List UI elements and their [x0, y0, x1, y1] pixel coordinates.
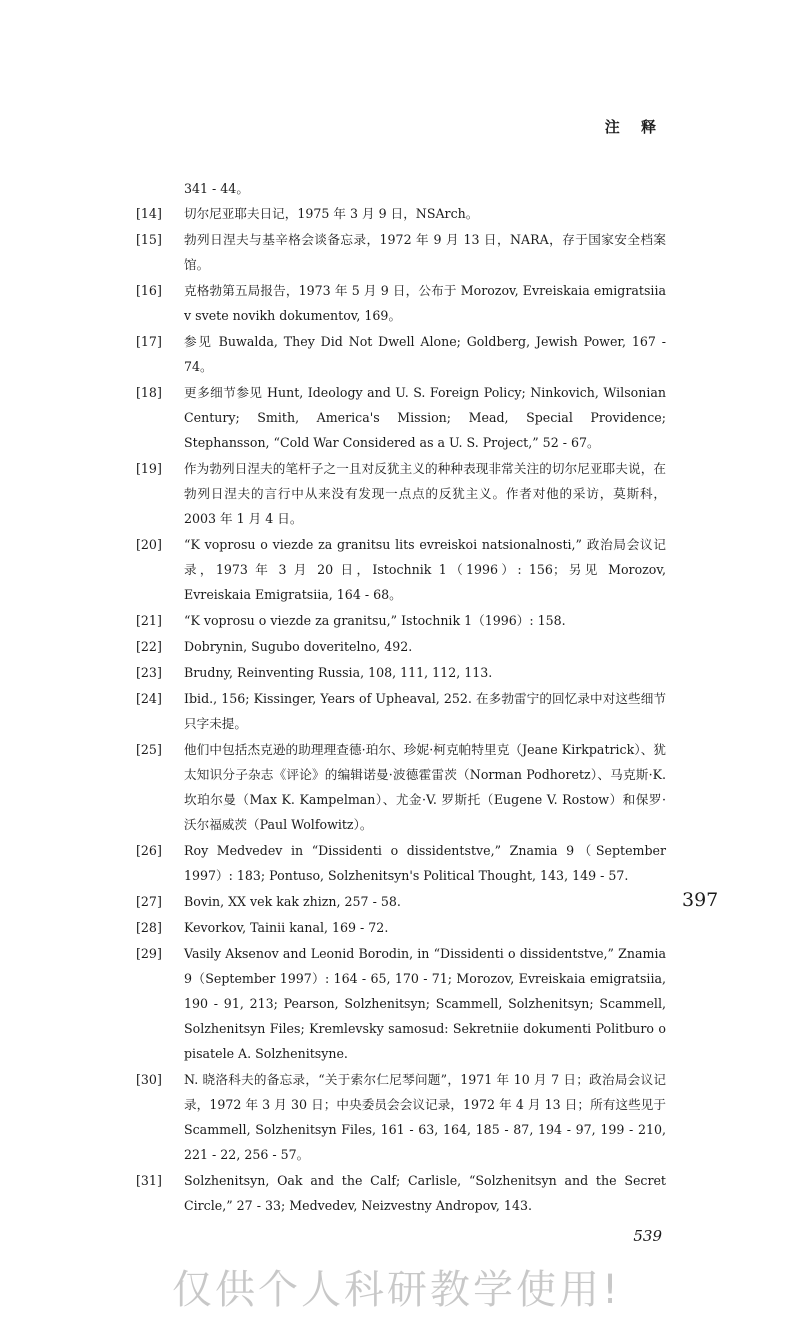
note-text: 切尔尼亚耶夫日记，1975 年 3 月 9 日，NSArch。	[184, 206, 479, 221]
note-17	[136, 329, 666, 379]
note-text: “K voprosu o viezde za granitsu lits evreiskoi natsionalnosti,” 政治局会议记录，1973 年 3 月 20 日，Istochnik 1（1996）: 156；另见 Morozov, Evreiskaia Emigratsiia, 164 - 68。	[184, 537, 666, 602]
note-number: [16]	[136, 283, 162, 298]
note-number: [27]	[136, 894, 162, 909]
note-18	[136, 380, 666, 455]
note-number: [14]	[136, 206, 162, 221]
note-text: 作为勃列日涅夫的笔杆子之一且对反犹主义的种种表现非常关注的切尔尼亚耶夫说，在勃列日涅夫的言行中从来没有发现一点点的反犹主义。作者对他的采访，莫斯科，2003 年 1 月 4 日。	[184, 461, 666, 526]
margin-page-number: 397	[682, 889, 719, 911]
note-14	[136, 201, 666, 226]
note-number: [26]	[136, 843, 162, 858]
note-23	[136, 660, 666, 685]
note-text: Brudny, Reinventing Russia, 108, 111, 112, 113.	[184, 665, 493, 680]
note-text: Ibid., 156; Kissinger, Years of Upheaval, 252. 在多勃雷宁的回忆录中对这些细节只字未提。	[184, 691, 666, 731]
note-22	[136, 634, 666, 659]
note-24	[136, 686, 666, 736]
note-16	[136, 278, 666, 328]
note-text: Solzhenitsyn, Oak and the Calf; Carlisle, “Solzhenitsyn and the Secret Circle,” 27 - 33; Medvedev, Neizvestny Andropov, 143.	[184, 1173, 666, 1213]
watermark: 仅供个人科研教学使用!	[172, 1267, 622, 1313]
note-21	[136, 608, 666, 633]
note-text: Kevorkov, Tainii kanal, 169 - 72.	[184, 920, 389, 935]
note-text: Vasily Aksenov and Leonid Borodin, in “Dissidenti o dissidentstve,” Znamia 9（September 1997）: 164 - 65, 170 - 71; Morozov, Evreiskaia emigratsiia, 190 - 91, 213; Pearson, Solzhenitsyn; Scammell, Solzhenitsyn; Scammell, Solzhenitsyn Files; Kremlevsky samosud: Sekretniie dokumenti Politburo o pisatele A. Solzhenitsyne.	[184, 946, 666, 1061]
note-number: [30]	[136, 1072, 162, 1087]
note-number: [28]	[136, 920, 162, 935]
note-text: 克格勃第五局报告，1973 年 5 月 9 日，公布于 Morozov, Evreiskaia emigratsiia v svete novikh dokumentov, 169。	[184, 283, 666, 323]
note-text: 更多细节参见 Hunt, Ideology and U. S. Foreign Policy; Ninkovich, Wilsonian Century; Smith, America's Mission; Mead, Special Providence; Stephansson, “Cold War Considered as a U. S. Project,” 52 - 67。	[184, 385, 666, 450]
note-text: 他们中包括杰克逊的助理理查德·珀尔、珍妮·柯克帕特里克（Jeane Kirkpatrick）、犹太知识分子杂志《评论》的编辑诺曼·波德霍雷茨（Norman Podhoretz）、马克斯·K. 坎珀尔曼（Max K. Kampelman）、尤金·V. 罗斯托（Eugene V. Rostow）和保罗·沃尔福威茨（Paul Wolfowitz）。	[184, 742, 666, 832]
note-number: [31]	[136, 1173, 162, 1188]
note-text: 参见 Buwalda, They Did Not Dwell Alone; Goldberg, Jewish Power, 167 - 74。	[184, 334, 666, 374]
page-number: 539	[633, 1227, 662, 1245]
note-number: [24]	[136, 691, 162, 706]
note-number: [19]	[136, 461, 162, 476]
note-number: [18]	[136, 385, 162, 400]
note-15	[136, 227, 666, 277]
note-number: [25]	[136, 742, 162, 757]
note-31	[136, 1168, 666, 1218]
note-continuation: 341 - 44。	[184, 181, 249, 196]
note-30	[136, 1067, 666, 1167]
note-28	[136, 915, 666, 940]
running-header: 注 释	[604, 118, 664, 136]
note-text: Bovin, XX vek kak zhizn, 257 - 58.	[184, 894, 401, 909]
note-number: [20]	[136, 537, 162, 552]
note-number: [29]	[136, 946, 162, 961]
note-26	[136, 838, 666, 888]
note-number: [21]	[136, 613, 162, 628]
note-number: [22]	[136, 639, 162, 654]
note-27	[136, 889, 666, 914]
note-number: [17]	[136, 334, 162, 349]
note-text: Roy Medvedev in “Dissidenti o dissidentstve,” Znamia 9（September 1997）: 183; Pontuso, Solzhenitsyn's Political Thought, 143, 149 - 57.	[184, 843, 666, 883]
note-number: [23]	[136, 665, 162, 680]
note-text: N. 晓洛科夫的备忘录，“关于索尔仁尼琴问题”，1971 年 10 月 7 日；政治局会议记录，1972 年 3 月 30 日；中央委员会会议记录，1972 年 4 月 13 日；所有这些见于 Scammell, Solzhenitsyn Files, 161 - 63, 164, 185 - 87, 194 - 97, 199 - 210, 221 - 22, 256 - 57。	[184, 1072, 666, 1162]
note-20	[136, 532, 666, 607]
note-19	[136, 456, 666, 531]
note-text: Dobrynin, Sugubo doveritelno, 492.	[184, 639, 413, 654]
note-text: “K voprosu o viezde za granitsu,” Istochnik 1（1996）: 158.	[184, 613, 566, 628]
note-text: 勃列日涅夫与基辛格会谈备忘录，1972 年 9 月 13 日，NARA，存于国家安全档案馆。	[184, 232, 666, 272]
note-25	[136, 737, 666, 837]
note-29	[136, 941, 666, 1066]
note-number: [15]	[136, 232, 162, 247]
endnotes-list	[136, 176, 666, 1219]
